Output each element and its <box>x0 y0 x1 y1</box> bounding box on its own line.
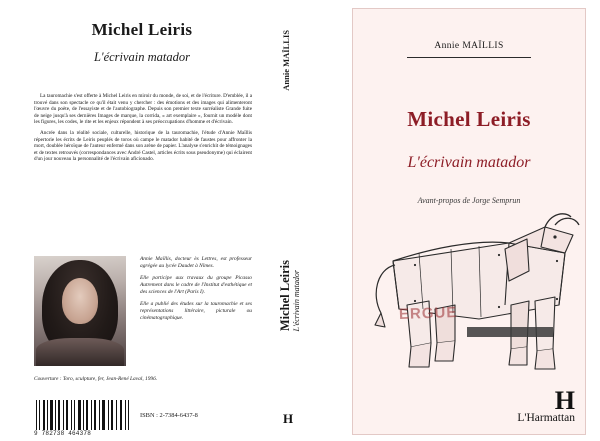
front-cover-subtitle: L'écrivain matador <box>407 154 531 171</box>
barcode <box>34 400 130 438</box>
front-cover <box>352 8 586 435</box>
bio-paragraph-1: Annie Maïllis, docteur ès Lettres, est professeur agrégée au lycée Daudet à Nîmes. <box>140 256 252 269</box>
photo-face-shape <box>62 278 98 324</box>
artwork-stamp-text: ERGUE <box>398 303 458 324</box>
photo-body-shape <box>36 338 124 366</box>
harmattan-logo: H <box>554 386 575 415</box>
author-biography <box>140 256 252 327</box>
back-cover-subtitle: L'écrivain matador <box>93 50 191 64</box>
harmattan-name: L'Harmattan <box>517 412 575 424</box>
front-cover-author: Annie MAÏLLIS <box>434 41 504 51</box>
front-cover-preface-note: Avant-propos de Jorge Semprun <box>417 196 521 205</box>
author-photo <box>34 256 126 366</box>
spine-title: Michel Leiris <box>278 260 292 332</box>
cover-artwork-credit: Couverture : Toro, sculpture, fer, Jean-René Laval, 1996. <box>34 376 158 382</box>
spine-publisher-logo: H <box>282 411 294 426</box>
isbn-text: ISBN : 2-7384-6437-8 <box>140 412 198 419</box>
front-cover-title: Michel Leiris <box>407 107 531 131</box>
bio-paragraph-2: Elle participe aux travaux du groupe Picasso Autrement dans le cadre de l'Institut d'esthétique et des sciences de l'Art (Paris I). <box>140 275 252 295</box>
barcode-bars <box>34 400 130 430</box>
book-spine <box>272 8 304 433</box>
bull-sculpture-svg <box>359 209 585 389</box>
back-cover-blurb <box>34 93 252 167</box>
spine-subtitle: L'écrivain matador <box>292 270 301 332</box>
blurb-paragraph-2: Ancrée dans la réalité sociale, culturelle, historique de la tauromachie, l'étude d'Annie Maïllis répertorie les écrits de Leiris peuplés de toros où campe le matador habité de faustes pour affronter la mort, doublée héroïque de l'auteur enfermé dans son arène de papier. L'analyse s'enrichit de témoignages et de textes retrouvés (correspondances avec André Castel, articles écrits sous pseudonyme) qui éclairent d'un jour nouveau la personnalité de l'écrivain aficionado. <box>34 129 252 163</box>
bio-paragraph-3: Elle a publié des études sur la tauromachie et ses représentations littéraire, picturale ou cinématographique. <box>140 301 252 321</box>
back-cover <box>18 8 266 437</box>
bull-sculpture-artwork <box>359 209 585 389</box>
spine-author: Annie MAÏLLIS <box>281 30 291 91</box>
barcode-number: 9 782738 464378 <box>34 430 92 437</box>
back-cover-title: Michel Leiris <box>91 20 193 39</box>
blurb-paragraph-1: La tauromachie s'est offerte à Michel Leiris en miroir du monde, de soi, et de l'écriture. D'emblée, il a trouvé dans son spectacle ce qu'il était venu y chercher : des émotions et des images qui alimenteront l'œuvre du poète, de l'essayiste et de l'autobiographe. Depuis son premier texte surréaliste Grande fuite de neige jusqu'à ses dernières Images de marque, la corrida, « art exemplaire », fournit un modèle dont les figures, les codes, le rite et les enjeux répondent à ses préoccupations d'homme et d'écrivain. <box>34 93 252 126</box>
front-cover-rule <box>407 57 531 58</box>
publisher-mark <box>517 388 575 424</box>
